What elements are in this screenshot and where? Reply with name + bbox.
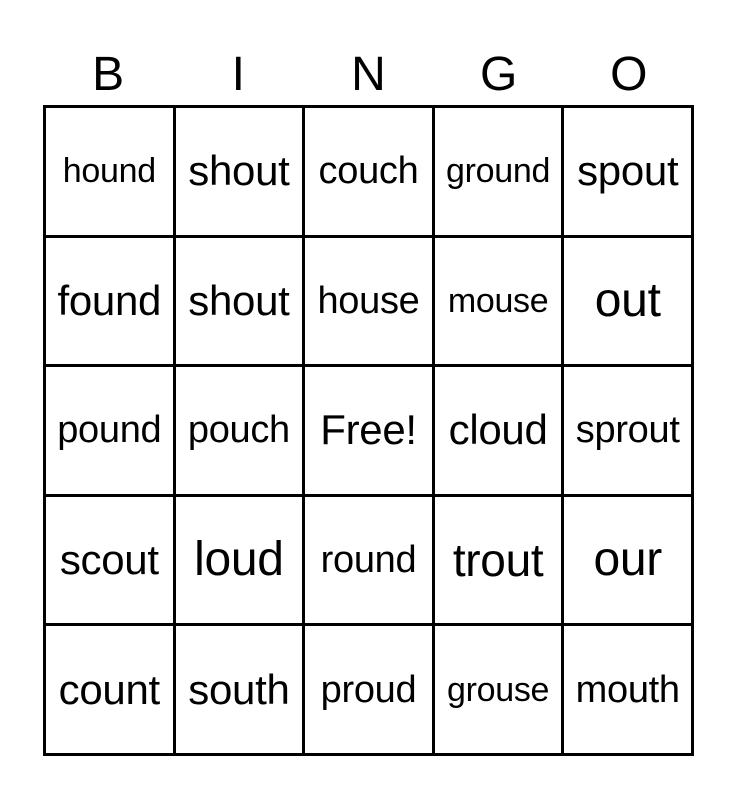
- header-letter-b: B: [92, 48, 125, 101]
- bingo-cell-r5c3[interactable]: [305, 626, 435, 756]
- bingo-cell-r1c4[interactable]: [435, 108, 565, 238]
- bingo-cell-r4c3[interactable]: [305, 497, 435, 627]
- cell-word: house: [317, 279, 420, 322]
- cell-word: scout: [59, 536, 159, 584]
- bingo-cell-r4c5[interactable]: [564, 497, 694, 627]
- cell-word: shout: [188, 276, 290, 324]
- cell-word: pound: [57, 409, 162, 452]
- bingo-cell-r2c1[interactable]: [46, 238, 176, 368]
- bingo-cell-r5c1[interactable]: [46, 626, 176, 756]
- bingo-cell-r5c4[interactable]: [435, 626, 565, 756]
- cell-word: mouse: [447, 281, 549, 320]
- bingo-cell-r4c4[interactable]: [435, 497, 565, 627]
- bingo-cell-r4c2[interactable]: [176, 497, 306, 627]
- bingo-cell-r2c3[interactable]: [305, 238, 435, 368]
- cell-word: trout: [452, 534, 544, 587]
- cell-word: our: [593, 533, 662, 587]
- cell-word: spout: [577, 147, 679, 195]
- bingo-cell-r2c4[interactable]: [435, 238, 565, 368]
- bingo-cell-r3c1[interactable]: [46, 367, 176, 497]
- header-letter-o: O: [610, 48, 648, 101]
- bingo-cell-r3c2[interactable]: [176, 367, 306, 497]
- cell-word: couch: [318, 150, 419, 193]
- cell-word: grouse: [447, 670, 550, 709]
- cell-word: round: [320, 539, 417, 582]
- bingo-cell-r5c5[interactable]: [564, 626, 694, 756]
- bingo-cell-r5c2[interactable]: [176, 626, 306, 756]
- cell-word: pouch: [187, 409, 290, 452]
- header-letter-n: N: [351, 48, 386, 101]
- cell-word: sprout: [575, 409, 680, 452]
- bingo-cell-r4c1[interactable]: [46, 497, 176, 627]
- cell-word: loud: [194, 533, 284, 587]
- bingo-cell-r1c2[interactable]: [176, 108, 306, 238]
- header-letter-i: I: [231, 48, 245, 101]
- header-letter-g: G: [479, 48, 518, 101]
- bingo-cell-r1c3[interactable]: [305, 108, 435, 238]
- cell-word: south: [188, 665, 290, 713]
- cell-word: shout: [188, 147, 290, 195]
- cell-word: count: [58, 665, 160, 713]
- bingo-cell-r2c2[interactable]: [176, 238, 306, 368]
- cell-word: out: [594, 273, 661, 327]
- bingo-cell-free[interactable]: [305, 367, 435, 497]
- cell-word: found: [57, 276, 162, 324]
- bingo-cell-r1c5[interactable]: [564, 108, 694, 238]
- free-space-label: Free!: [320, 406, 417, 454]
- cell-word: mouth: [575, 668, 680, 711]
- bingo-cell-r3c4[interactable]: [435, 367, 565, 497]
- cell-word: cloud: [448, 406, 548, 454]
- bingo-cell-r1c1[interactable]: [46, 108, 176, 238]
- bingo-grid: [43, 105, 694, 756]
- bingo-header: [43, 46, 694, 104]
- bingo-cell-r3c5[interactable]: [564, 367, 694, 497]
- cell-word: ground: [446, 152, 551, 191]
- bingo-cell-r2c5[interactable]: [564, 238, 694, 368]
- cell-word: hound: [62, 152, 156, 191]
- cell-word: proud: [320, 668, 417, 711]
